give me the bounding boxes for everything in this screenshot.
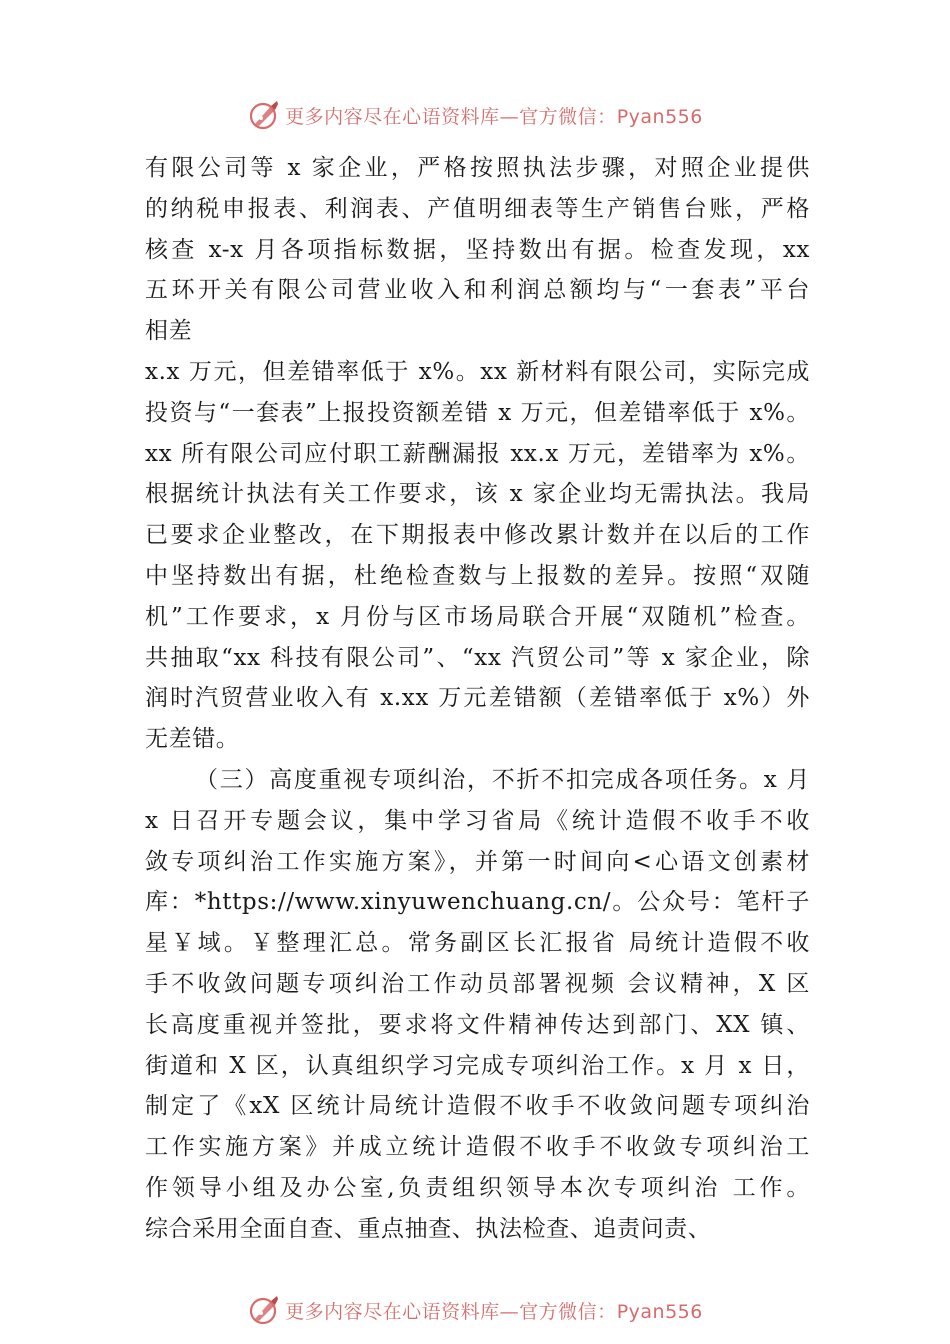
body-line: x.x 万元，但差错率低于 x%。xx 新材料有限公司，实际完成 [145, 358, 810, 385]
body-line: 已要求企业整改，在下期报表中修改累计数并在以后的工作 [145, 522, 810, 549]
section-heading-line: （三）高度重视专项纠治，不折不扣完成各项任务。x 月 [195, 766, 810, 793]
body-line: 综合采用全面自查、重点抽查、执法检查、追责问责、 [145, 1215, 712, 1242]
body-line: 根据统计执法有关工作要求，该 x 家企业均无需执法。我局 [145, 481, 810, 508]
watermark-label: 官方微信： [519, 105, 617, 128]
body-line: 无差错。 [145, 726, 240, 753]
watermark-label: 官方微信： [519, 1300, 617, 1323]
body-line: 相差 [145, 318, 193, 345]
body-line: 敛专项纠治工作实施方案》，并第一时间向<心语文创素材 [145, 848, 810, 875]
body-line: 五环开关有限公司营业收入和利润总额均与“一套表”平台 [145, 277, 810, 304]
pen-nib-logo-icon [247, 98, 281, 132]
body-line: 星￥域。￥整理汇总。常务副区长汇报省 局统计造假不收 [145, 930, 810, 957]
body-line: xx 所有限公司应付职工薪酬漏报 xx.x 万元，差错率为 x%。 [145, 440, 810, 467]
body-line: 作领导小组及办公室,负责组织领导本次专项纠治 工作。 [145, 1174, 810, 1201]
watermark-separator: — [499, 105, 520, 128]
body-line: 润时汽贸营业收入有 x.xx 万元差错额（差错率低于 x%）外 [145, 685, 810, 712]
body-line: 有限公司等 x 家企业，严格按照执法步骤，对照企业提供 [145, 155, 810, 181]
watermark-handle: Pyan556 [616, 105, 703, 128]
watermark-brand: 更多内容尽在心语资料库 [285, 105, 500, 128]
document-body [145, 148, 810, 1250]
body-line: 长高度重视并签批，要求将文件精神传达到部门、XX 镇、 [145, 1011, 810, 1038]
watermark-text [285, 102, 703, 129]
watermark-footer [0, 1290, 950, 1330]
body-line: 核查 x-x 月各项指标数据，坚持数出有据。检查发现，xx [145, 236, 810, 263]
watermark-header [0, 95, 950, 135]
body-line: 制定了《xX 区统计局统计造假不收手不收敛问题专项纠治 [145, 1093, 810, 1120]
pen-nib-logo-icon [247, 1293, 281, 1327]
body-line: 中坚持数出有据，杜绝检查数与上报数的差异。按照“双随 [145, 562, 810, 589]
watermark-handle: Pyan556 [616, 1300, 703, 1323]
body-line: 手不收敛问题专项纠治工作动员部署视频 会议精神，X 区 [145, 970, 810, 997]
watermark-separator: — [499, 1300, 520, 1323]
body-line: 库：*https://www.xinyuwenchuang.cn/。公众号：笔杆子 [145, 889, 810, 916]
body-line: 工作实施方案》并成立统计造假不收手不收敛专项纠治工 [145, 1134, 810, 1161]
body-line: 街道和 X 区，认真组织学习完成专项纠治工作。x 月 x 日， [145, 1052, 810, 1079]
body-line: x 日召开专题会议，集中学习省局《统计造假不收手不收 [145, 807, 810, 834]
body-line: 共抽取“xx 科技有限公司”、“xx 汽贸公司”等 x 家企业，除 [145, 644, 810, 671]
watermark-text [285, 1297, 703, 1324]
body-line: 的纳税申报表、利润表、产值明细表等生产销售台账，严格 [145, 195, 810, 222]
watermark-brand: 更多内容尽在心语资料库 [285, 1300, 500, 1323]
body-line: 机”工作要求，x 月份与区市场局联合开展“双随机”检查。 [145, 603, 810, 630]
body-line: 投资与“一套表”上报投资额差错 x 万元，但差错率低于 x%。 [145, 399, 810, 426]
